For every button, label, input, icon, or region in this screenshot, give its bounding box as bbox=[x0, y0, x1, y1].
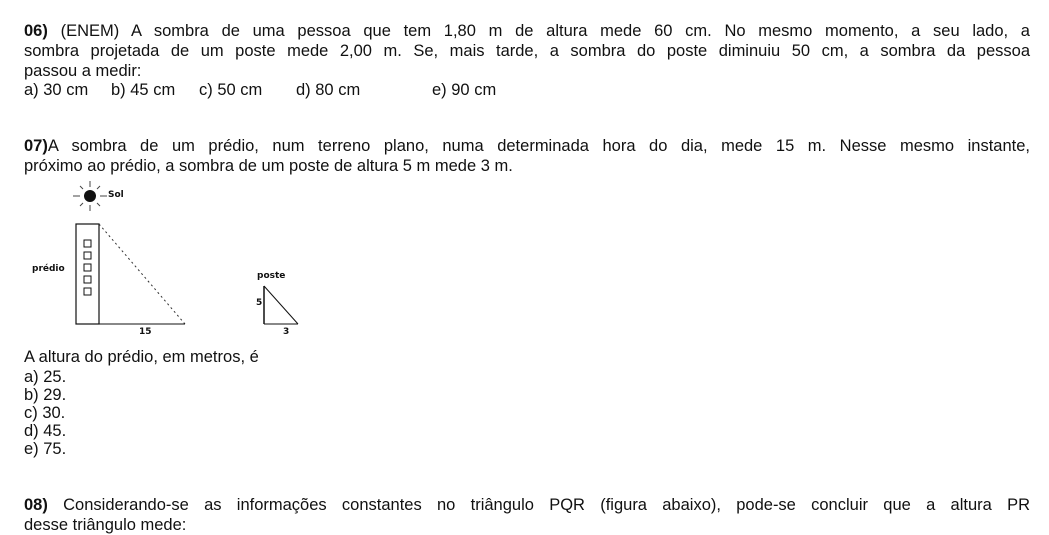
q06-option-c: c) 50 cm bbox=[199, 81, 263, 99]
pole-triangle bbox=[264, 286, 298, 324]
building-shape bbox=[76, 224, 99, 324]
sun-label: Sol bbox=[108, 190, 124, 200]
pole-height-label: 5 bbox=[256, 298, 263, 308]
q08-text-1: Considerando-se as informações constantes no triângulo PQR (figura abaixo), pode-se concluir que a altura PR bbox=[63, 496, 1030, 514]
q06-option-d: d) 80 cm bbox=[296, 81, 361, 99]
q07-option-a: a) 25. bbox=[24, 368, 67, 386]
q06-text-2: sombra projetada de um poste mede 2,00 m. Se, mais tarde, a sombra do poste diminuiu 50 cm, a sombra da pessoa bbox=[24, 42, 1030, 60]
q07-option-e: e) 75. bbox=[24, 440, 67, 458]
q06-text-3: passou a medir: bbox=[24, 62, 142, 80]
building-shadow-triangle bbox=[99, 224, 185, 324]
q06-line1 bbox=[24, 22, 1030, 41]
q08-text-2: desse triângulo mede: bbox=[24, 516, 187, 534]
q07-option-b: b) 29. bbox=[24, 386, 67, 404]
q07-text-1: A sombra de um prédio, num terreno plano, numa determinada hora do dia, mede 15 m. Nesse mesmo instante, bbox=[47, 137, 1030, 155]
q06-text-1: (ENEM) A sombra de uma pessoa que tem 1,80 m de altura mede 60 cm. No mesmo momento, a seu lado, a bbox=[60, 22, 1030, 40]
q07-question: A altura do prédio, em metros, é bbox=[24, 348, 259, 366]
q08-number: 08) bbox=[24, 496, 48, 514]
q07-number: 07) bbox=[24, 137, 48, 155]
q08-line1 bbox=[24, 496, 1030, 515]
pole-shadow-label: 3 bbox=[283, 327, 290, 337]
q06-options bbox=[24, 81, 1030, 100]
q07-text-2: próximo ao prédio, a sombra de um poste de altura 5 m mede 3 m. bbox=[24, 157, 513, 175]
shadow-figure bbox=[20, 180, 320, 345]
figure-drawing bbox=[20, 180, 320, 345]
q07-line1 bbox=[24, 137, 1030, 156]
sun-icon bbox=[73, 181, 107, 211]
q06-option-e: e) 90 cm bbox=[432, 81, 497, 99]
q06-number: 06) bbox=[24, 22, 48, 40]
pole-label: poste bbox=[257, 271, 286, 281]
building-shadow-label: 15 bbox=[139, 327, 152, 337]
q07-option-c: c) 30. bbox=[24, 404, 66, 422]
q06-option-a: a) 30 cm bbox=[24, 81, 89, 99]
q06-option-b: b) 45 cm bbox=[111, 81, 176, 99]
q07-options bbox=[24, 368, 66, 458]
q07-option-d: d) 45. bbox=[24, 422, 67, 440]
building-label: prédio bbox=[32, 264, 65, 274]
